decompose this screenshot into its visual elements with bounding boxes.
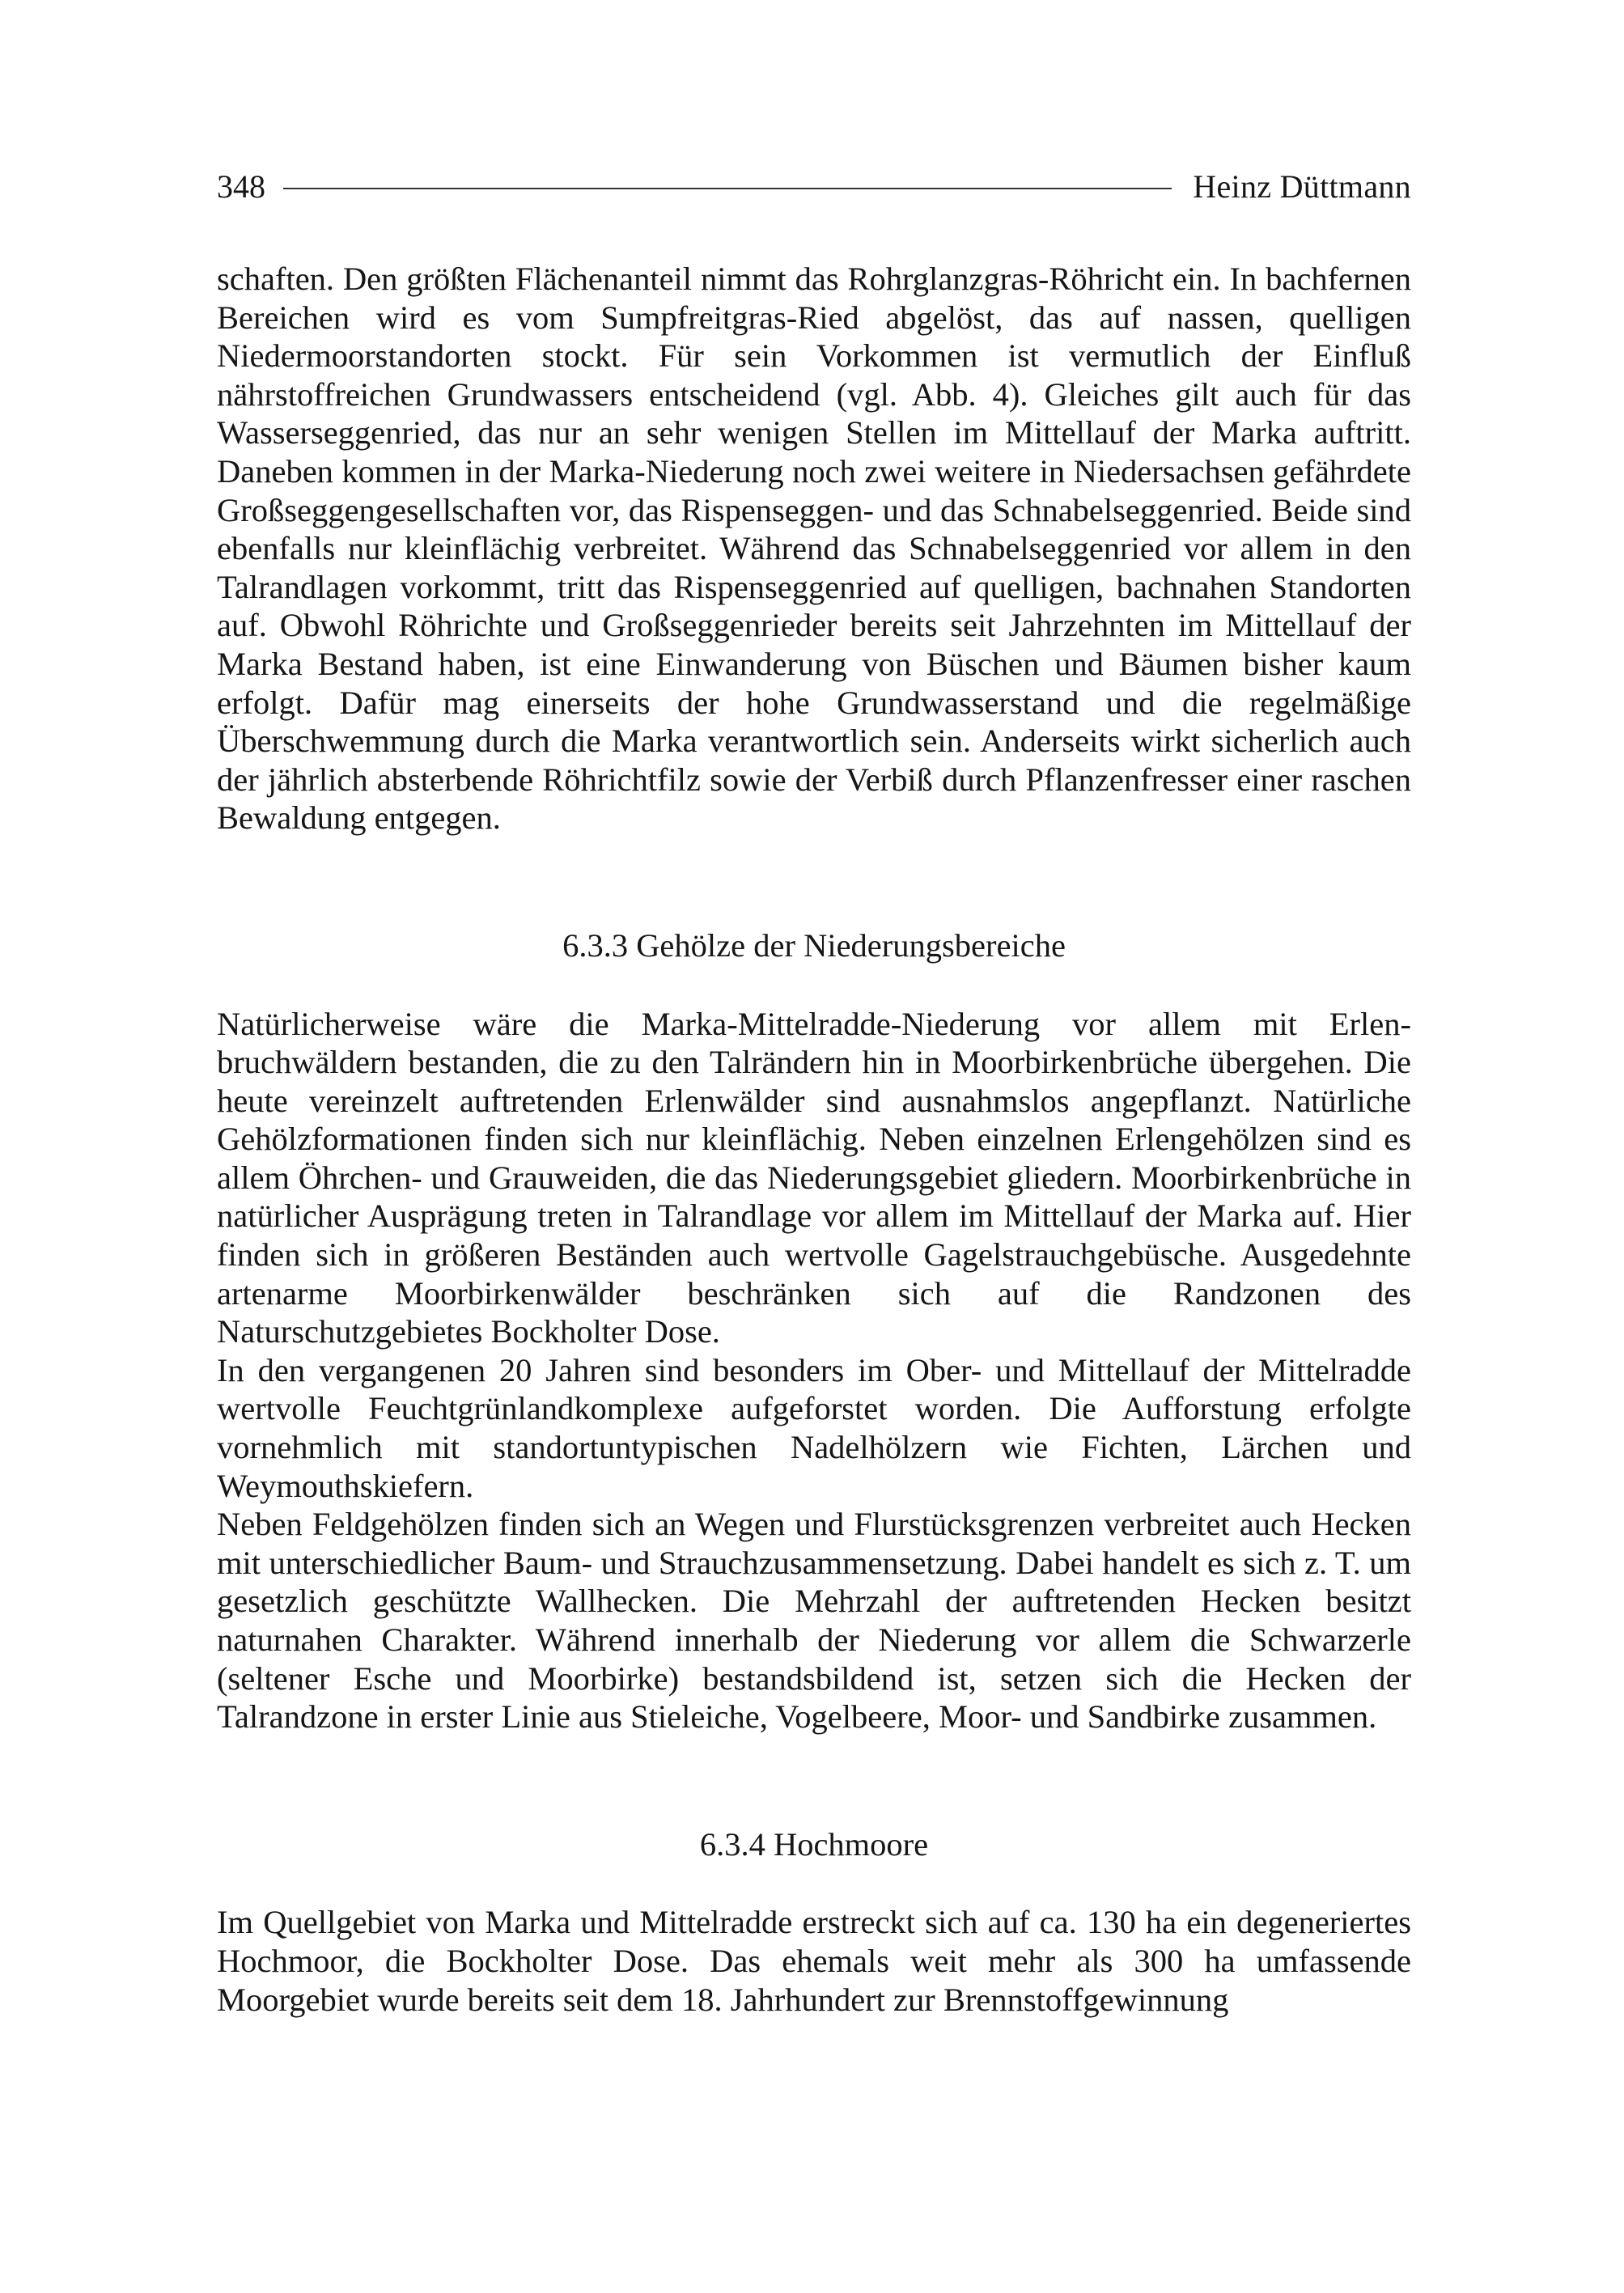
section-heading: 6.3.4 Hochmoore — [699, 1825, 929, 1863]
header-rule — [283, 188, 1172, 189]
running-header — [217, 158, 1411, 214]
running-head-author: Heinz Düttmann — [1193, 167, 1411, 205]
paragraph: schaften. Den größten Flächenanteil nimmt das Rohrglanzgras-Röhricht ein. In bachfernen Bereichen wird es vom Sumpfreitgras-Ried abgelöst, das auf nassen, quelligen Niedermoorstandorten stockt. Für sein Vorkommen ist vermutlich der Einfluß nährstoffreichen Grundwassers entscheidend (vgl. Abb. 4). Gleiches gilt auch für das Wasserseggenried, das nur an sehr wenigen Stellen im Mittellauf der Marka auftritt. Daneben kommen in der Marka-Niederung noch zwei weitere in Niedersachsen gefährdete Großseggengesellschaften vor, das Rispenseggen- und das Schnabelseggenried. Beide sind ebenfalls nur kleinflächig verbreitet. Während das Schnabelseggenried vor allem in den Talrandlagen vorkommt, tritt das Rispenseggenried auf quelligen, bachnahen Standorten auf. Obwohl Röhrichte und Großseggenrieder bereits seit Jahrzehnten im Mittellauf der Marka Bestand haben, ist eine Einwanderung von Büschen und Bäumen bisher kaum erfolgt. Dafür mag einerseits der hohe Grundwasserstand und die regelmäßige Überschwemmung durch die Marka verantwortlich sein. Anderseits wirkt sicherlich auch der jährlich absterbende Röhrichtfilz sowie der Verbiß durch Pflanzenfresser einer raschen Bewaldung entgegen. — [217, 261, 1411, 837]
body-text — [217, 260, 1411, 2019]
paragraph: In den vergangenen 20 Jahren sind besonders im Ober- und Mittellauf der Mittelradde wertvolle Feuchtgrünlandkomplexe aufgeforstet worden. Die Aufforstung erfolgte vornehmlich mit standortuntypischen Nadelhölzern wie Fichten, Lärchen und Weymouthskiefern. — [217, 1351, 1411, 1504]
paragraph: Neben Feldgehölzen finden sich an Wegen und Flurstücksgrenzen verbreitet auch Hecken mit unterschiedlicher Baum- und Strauchzusammensetzung. Dabei handelt es sich z. T. um gesetzlich geschützte Wallhecken. Die Mehrzahl der auftretenden Hecken besitzt naturnahen Charakter. Während innerhalb der Niederung vor allem die Schwarzerle (seltener Esche und Moorbirke) bestandsbildend ist, setzen sich die Hecken der Talrandzone in erster Linie aus Stieleiche, Vogelbeere, Moor- und Sandbirke zusammen. — [217, 1506, 1411, 1736]
document-page — [217, 158, 1411, 2019]
page-number: 348 — [217, 167, 265, 205]
section-heading: 6.3.3 Gehölze der Niederungsbereiche — [562, 926, 1066, 964]
paragraph: Natürlicherweise wäre die Marka-Mittelradde-Niederung vor allem mit Erlenbruchwäldern bestanden, die zu den Talrändern hin in Moorbirkenbrüche übergehen. Die heute vereinzelt auftretenden Erlenwälder sind ausnahmslos angepflanzt. Natürliche Gehölzformationen finden sich nur kleinflächig. Neben einzelnen Erlengehölzen sind es allem Öhrchen- und Grauweiden, die das Niederungsgebiet gliedern. Moorbirkenbrüche in natürlicher Ausprägung treten in Talrandlage vor allem im Mittellauf der Marka auf. Hier finden sich in größeren Beständen auch wertvolle Gagelstrauchgebüsche. Ausgedehnte artenarme Moorbirkenwälder beschränken sich auf die Randzonen des Naturschutzgebietes Bockholter Dose. — [217, 1005, 1411, 1350]
paragraph: Im Quellgebiet von Marka und Mittelradde erstreckt sich auf ca. 130 ha ein degeneriertes Hochmoor, die Bockholter Dose. Das ehemals weit mehr als 300 ha umfassende Moorgebiet wurde bereits seit dem 18. Jahrhundert zur Brennstoffgewinnung — [217, 1904, 1411, 2018]
